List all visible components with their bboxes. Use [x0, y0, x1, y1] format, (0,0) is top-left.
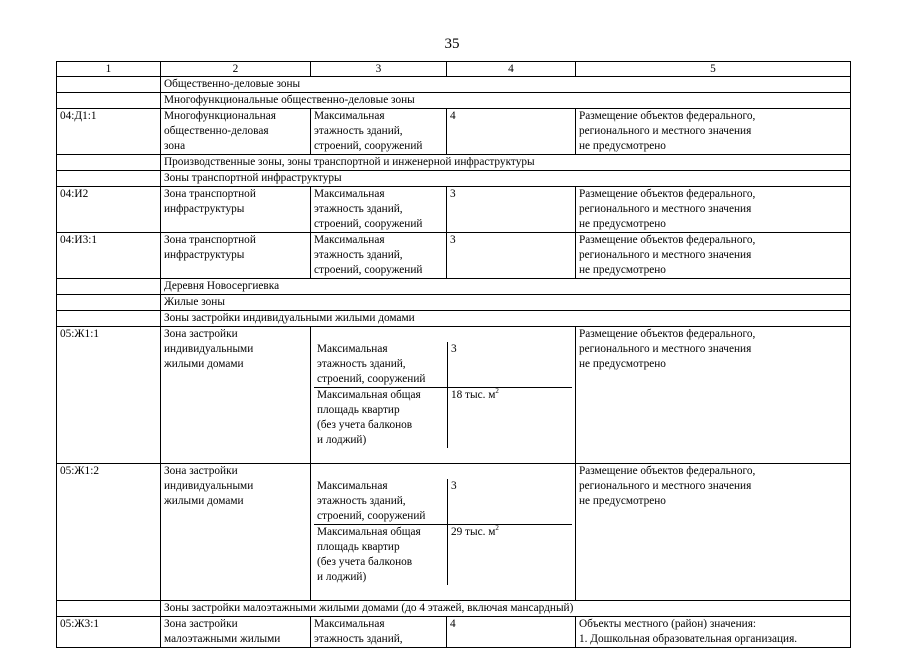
section-title: Производственные зоны, зоны транспортной и инженерной инфраструктуры [161, 155, 851, 171]
zone-name: Зона транспортной инфраструктуры [161, 233, 311, 279]
column-header: 2 [161, 62, 311, 77]
parameter: Максимальная общая площадь квартир (без учета балконов и лоджий) [314, 525, 447, 586]
section-row [57, 93, 851, 109]
note: Размещение объектов федерального, регионального и местного значения не предусмотрено [576, 327, 851, 464]
note: Размещение объектов федерального, регионального и местного значения не предусмотрено [576, 109, 851, 155]
section-row [57, 295, 851, 311]
parameter: Максимальная этажность зданий, строений, сооружений [314, 479, 447, 525]
parameter: Максимальная этажность зданий, [311, 617, 447, 648]
section-title: Зоны застройки малоэтажными жилыми домами (до 4 этажей, включая мансардный) [161, 601, 851, 617]
superscript: 2 [495, 524, 499, 533]
section-row [57, 311, 851, 327]
note: Размещение объектов федерального, регионального и местного значения не предусмотрено [576, 464, 851, 601]
parameter: Максимальная этажность зданий, строений, сооружений [311, 109, 447, 155]
parameters-subtable [314, 342, 572, 448]
section-row [57, 601, 851, 617]
zone-name: Зона транспортной инфраструктуры [161, 187, 311, 233]
parameter: Максимальная общая площадь квартир (без учета балконов и лоджий) [314, 388, 447, 449]
parameter-value: 3 [447, 233, 576, 279]
table-row [57, 109, 851, 155]
zones-table [56, 61, 851, 648]
column-header: 1 [57, 62, 161, 77]
section-title: Жилые зоны [161, 295, 851, 311]
parameter-value: 4 [447, 109, 576, 155]
superscript: 2 [495, 387, 499, 396]
section-row [57, 155, 851, 171]
zone-name: Зона застройки малоэтажными жилыми [161, 617, 311, 648]
column-header: 4 [447, 62, 576, 77]
zone-code: 05:Ж1:2 [57, 464, 161, 601]
table-row [57, 187, 851, 233]
note: Размещение объектов федерального, регионального и местного значения не предусмотрено [576, 187, 851, 233]
parameters-cell [311, 464, 576, 601]
zone-code: 05:Ж3:1 [57, 617, 161, 648]
section-row [57, 279, 851, 295]
zone-code: 04:И3:1 [57, 233, 161, 279]
section-row [57, 77, 851, 93]
section-title: Зоны застройки индивидуальными жилыми домами [161, 311, 851, 327]
zone-code: 04:Д1:1 [57, 109, 161, 155]
note: Размещение объектов федерального, регионального и местного значения не предусмотрено [576, 233, 851, 279]
column-header: 3 [311, 62, 447, 77]
column-header-row [57, 62, 851, 77]
zone-code: 04:И2 [57, 187, 161, 233]
parameters-cell [311, 327, 576, 464]
zone-name: Зона застройки индивидуальными жилыми домами [161, 464, 311, 601]
table-row [57, 327, 851, 464]
parameter-value: 4 [447, 617, 576, 648]
zone-name: Зона застройки индивидуальными жилыми домами [161, 327, 311, 464]
parameter-value: 3 [450, 480, 457, 492]
parameter: Максимальная этажность зданий, строений, сооружений [311, 187, 447, 233]
section-title: Многофункциональные общественно-деловые зоны [161, 93, 851, 109]
parameter-value: 3 [447, 187, 576, 233]
section-title: Деревня Новосергиевка [161, 279, 851, 295]
parameter-value: 3 [450, 343, 457, 355]
table-row [57, 617, 851, 648]
parameter: Максимальная этажность зданий, строений, сооружений [314, 342, 447, 388]
table-row [57, 233, 851, 279]
page-number: 35 [444, 36, 460, 52]
parameter-value: 29 тыс. $м^2$ [447, 525, 572, 586]
zone-name: Многофункциональная общественно-деловая зона [161, 109, 311, 155]
parameter-value: 18 тыс. $м^2$ [447, 388, 572, 449]
section-row [57, 171, 851, 187]
column-header: 5 [576, 62, 851, 77]
parameter: Максимальная этажность зданий, строений, сооружений [311, 233, 447, 279]
section-title: Зоны транспортной инфраструктуры [161, 171, 851, 187]
section-title: Общественно-деловые зоны [161, 77, 851, 93]
note: Объекты местного (район) значения: 1. Дошкольная образовательная организация. [576, 617, 851, 648]
table-row [57, 464, 851, 601]
zone-code: 05:Ж1:1 [57, 327, 161, 464]
parameters-subtable [314, 479, 572, 585]
